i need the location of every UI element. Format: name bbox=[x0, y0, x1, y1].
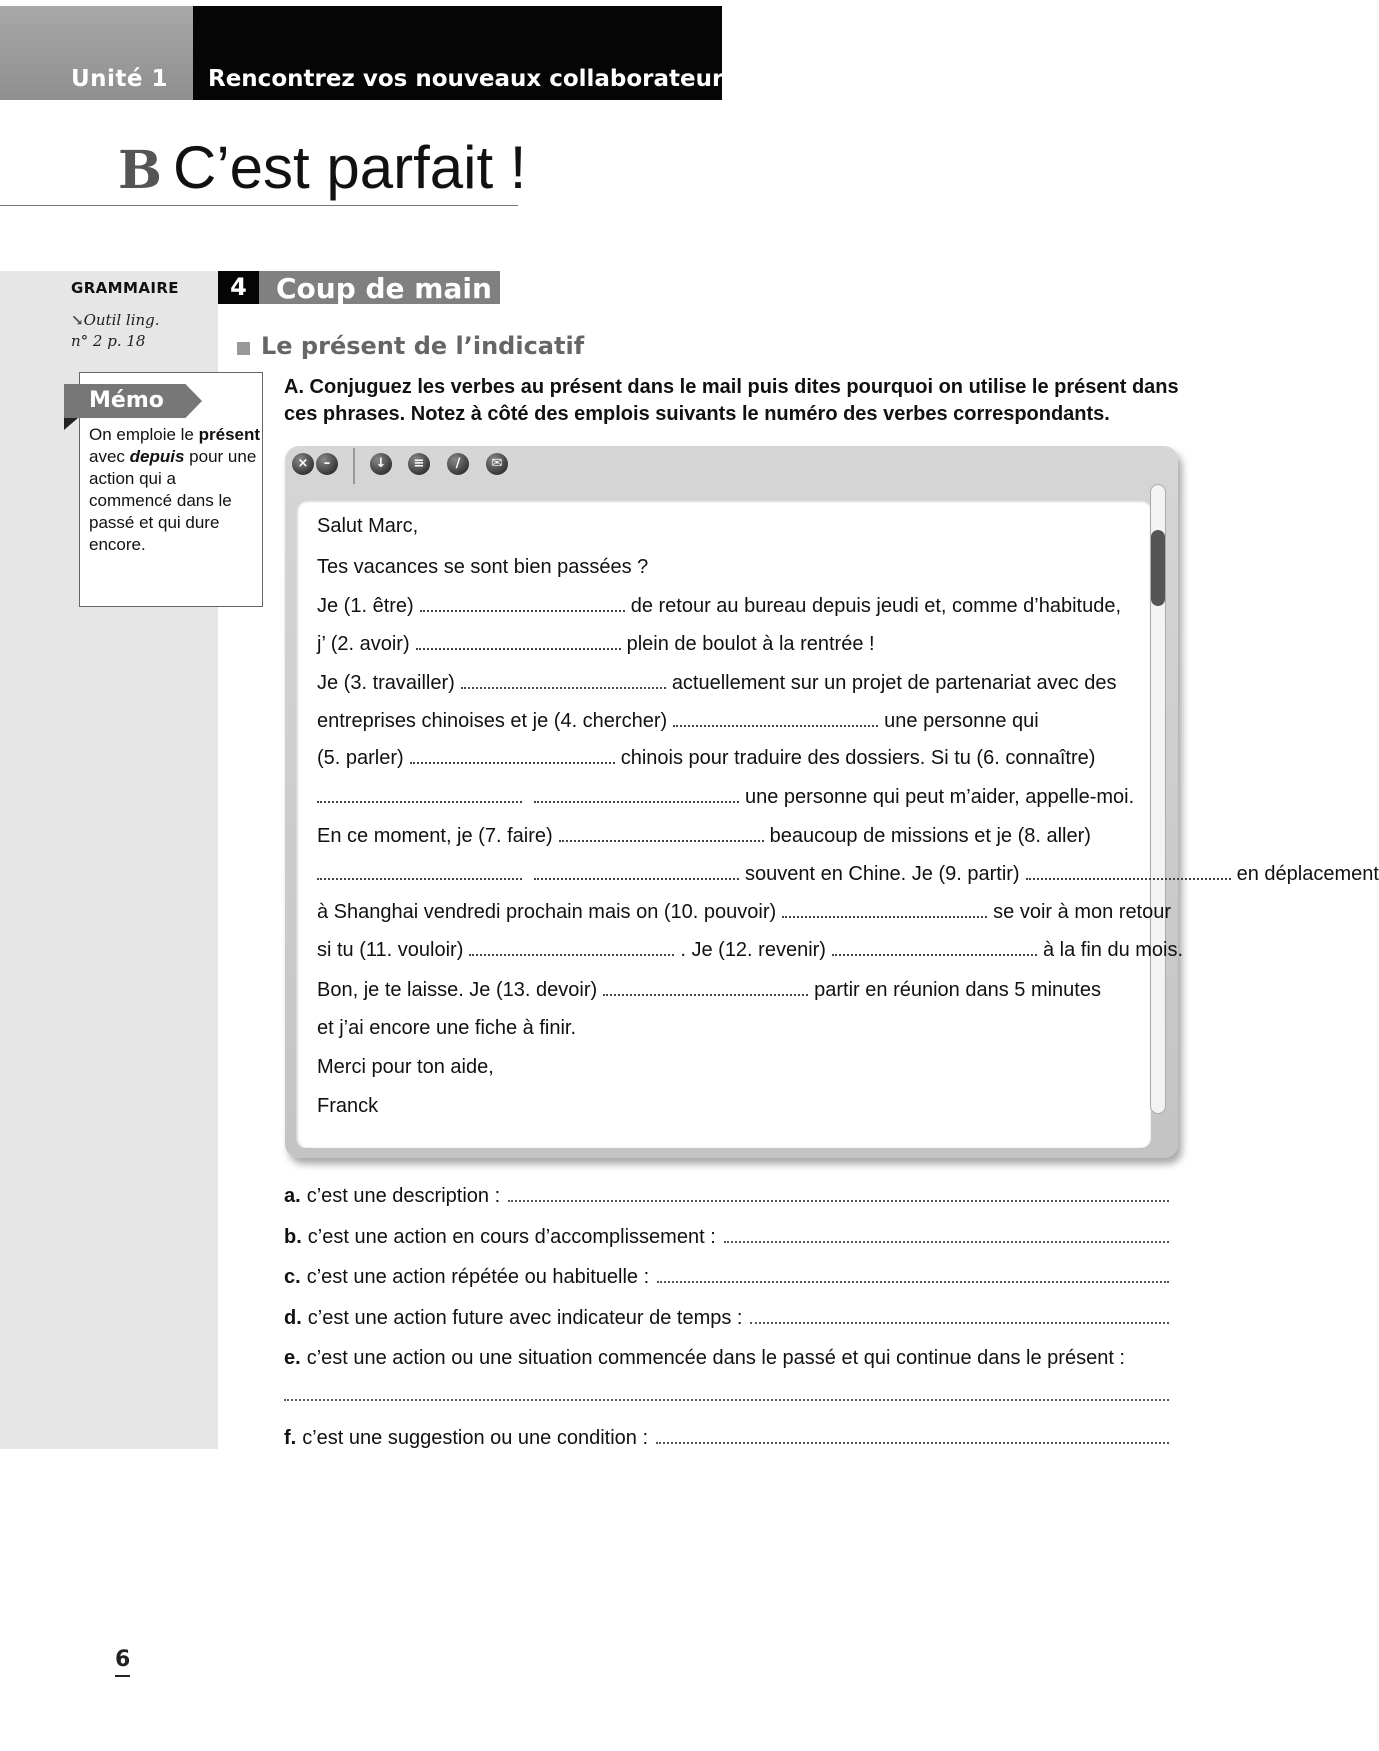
answer-row bbox=[284, 1266, 1169, 1292]
fill-blank[interactable] bbox=[1026, 868, 1231, 880]
answer-letter: b. bbox=[284, 1226, 302, 1248]
email-text-segment: en déplacement bbox=[1236, 863, 1379, 885]
answer-blank[interactable] bbox=[724, 1227, 1169, 1243]
fill-blank[interactable] bbox=[673, 715, 878, 727]
fill-blank[interactable] bbox=[461, 677, 666, 689]
fill-blank[interactable] bbox=[603, 984, 808, 996]
email-text-segment: Franck bbox=[317, 1095, 379, 1117]
fill-blank[interactable] bbox=[782, 906, 987, 918]
exercise-number: 4 bbox=[230, 273, 247, 301]
answer-blank[interactable] bbox=[656, 1428, 1169, 1444]
minimize-icon[interactable]: – bbox=[316, 453, 338, 475]
answer-blank[interactable] bbox=[750, 1308, 1169, 1324]
unit-label: Unité 1 bbox=[71, 66, 169, 92]
grammar-category-label: GRAMMAIRE bbox=[71, 279, 179, 297]
email-line bbox=[317, 672, 1117, 695]
memo-tab-fold bbox=[64, 418, 78, 430]
email-line bbox=[317, 1095, 378, 1118]
email-text-segment: si tu (11. vouloir) bbox=[317, 939, 464, 961]
answer-blank[interactable] bbox=[508, 1186, 1169, 1202]
page-number-underline bbox=[115, 1675, 130, 1677]
email-text-segment: En ce moment, je (7. faire) bbox=[317, 825, 553, 847]
section-letter: B bbox=[118, 140, 162, 201]
answer-blank[interactable] bbox=[284, 1399, 1169, 1401]
email-text-segment: à la fin du mois. bbox=[1042, 939, 1184, 961]
email-line bbox=[317, 710, 1039, 733]
section-title: C’est parfait ! bbox=[173, 134, 527, 201]
email-line bbox=[317, 595, 1121, 618]
email-text-segment: à Shanghai vendredi prochain mais on (10. pouvoir) bbox=[317, 901, 777, 923]
answer-row bbox=[284, 1226, 1169, 1252]
email-text-segment: une personne qui bbox=[884, 710, 1039, 732]
fill-blank[interactable] bbox=[832, 944, 1037, 956]
mail-icon[interactable]: ✉ bbox=[486, 453, 508, 475]
email-line bbox=[317, 901, 1171, 924]
email-line bbox=[317, 979, 1101, 1002]
fill-blank[interactable] bbox=[420, 600, 625, 612]
email-line bbox=[317, 747, 1095, 770]
page-number: 6 bbox=[115, 1647, 131, 1672]
arrow-down-right-icon: ↘ bbox=[71, 311, 84, 329]
fill-blank[interactable] bbox=[534, 791, 739, 803]
exercise-subtitle: Le présent de l’indicatif bbox=[261, 332, 585, 360]
exercise-instruction: A. Conjuguez les verbes au présent dans le mail puis dites pourquoi on utilise le présent dans ces phrases. Notez à côté des emplois suivants le numéro des verbes correspondants. bbox=[284, 376, 1179, 425]
email-text-segment: . Je (12. revenir) bbox=[680, 939, 826, 961]
answer-letter: d. bbox=[284, 1307, 302, 1329]
email-text-segment: Je (1. être) bbox=[317, 595, 414, 617]
memo-depuis-keyword: depuis bbox=[129, 447, 185, 466]
close-icon[interactable]: × bbox=[292, 453, 314, 475]
answer-row bbox=[284, 1307, 1169, 1333]
email-line bbox=[317, 786, 1134, 809]
email-text-segment: Merci pour ton aide, bbox=[317, 1056, 494, 1078]
scrollbar-thumb[interactable] bbox=[1151, 530, 1165, 606]
answer-letter: f. bbox=[284, 1427, 297, 1449]
answer-label: c’est une suggestion ou une condition : bbox=[302, 1427, 649, 1449]
memo-title: Mémo bbox=[89, 388, 164, 413]
answer-label: c’est une action en cours d’accomplissement : bbox=[307, 1226, 716, 1248]
unit-title: Rencontrez vos nouveaux collaborateurs bbox=[208, 66, 738, 92]
email-line bbox=[317, 1017, 576, 1040]
answer-row bbox=[284, 1427, 1169, 1453]
email-text-segment: Je (3. travailler) bbox=[317, 672, 455, 694]
answer-label: c’est une action ou une situation commencée dans le passé et qui continue dans le présent : bbox=[306, 1347, 1125, 1369]
email-text-segment: entreprises chinoises et je (4. chercher) bbox=[317, 710, 668, 732]
answer-label: c’est une description : bbox=[306, 1185, 501, 1207]
fill-blank[interactable] bbox=[317, 791, 522, 803]
outil-ref-line1: Outil ling. bbox=[83, 311, 160, 329]
email-text-segment: Bon, je te laisse. Je (13. devoir) bbox=[317, 979, 598, 1001]
email-line bbox=[317, 633, 875, 656]
outil-ref-line2: n° 2 p. 18 bbox=[71, 332, 146, 350]
answer-letter: c. bbox=[284, 1266, 301, 1288]
email-line bbox=[317, 1056, 494, 1079]
fill-blank[interactable] bbox=[559, 830, 764, 842]
email-text-segment: de retour au bureau depuis jeudi et, comme d’habitude, bbox=[630, 595, 1122, 617]
email-text-segment: partir en réunion dans 5 minutes bbox=[814, 979, 1101, 1001]
email-line bbox=[317, 515, 418, 538]
email-text-segment: une personne qui peut m’aider, appelle-moi. bbox=[745, 786, 1135, 808]
outil-reference bbox=[71, 310, 160, 352]
email-text-segment: souvent en Chine. Je (9. partir) bbox=[745, 863, 1020, 885]
answer-letter: a. bbox=[284, 1185, 301, 1207]
fill-blank[interactable] bbox=[317, 868, 522, 880]
email-text-segment: plein de boulot à la rentrée ! bbox=[626, 633, 875, 655]
attach-icon[interactable]: ∕ bbox=[447, 453, 469, 475]
email-line bbox=[317, 825, 1091, 848]
answer-blank[interactable] bbox=[657, 1267, 1169, 1283]
email-text-segment: Tes vacances se sont bien passées ? bbox=[317, 556, 649, 578]
exercise-title: Coup de main bbox=[276, 272, 492, 305]
email-line bbox=[317, 939, 1183, 962]
document-icon[interactable]: ≡ bbox=[408, 453, 430, 475]
memo-text: On emploie le présent avec depuis pour une action qui a commencé dans le passé et qui dure encore. bbox=[89, 425, 261, 554]
answer-label: c’est une action future avec indicateur de temps : bbox=[307, 1307, 743, 1329]
fill-blank[interactable] bbox=[534, 868, 739, 880]
email-line bbox=[317, 556, 648, 579]
email-text-segment: j’ (2. avoir) bbox=[317, 633, 410, 655]
answer-row bbox=[284, 1347, 1169, 1373]
email-text-segment: chinois pour traduire des dossiers. Si tu (6. connaître) bbox=[620, 747, 1096, 769]
fill-blank[interactable] bbox=[416, 638, 621, 650]
memo-present-keyword: présent bbox=[198, 425, 261, 444]
email-text-segment: (5. parler) bbox=[317, 747, 404, 769]
email-text-segment: actuellement sur un projet de partenariat avec des bbox=[671, 672, 1117, 694]
answer-row bbox=[284, 1185, 1169, 1211]
download-icon[interactable]: ↓ bbox=[370, 453, 392, 475]
email-text-segment: beaucoup de missions et je (8. aller) bbox=[769, 825, 1091, 847]
email-text-segment: et j’ai encore une fiche à finir. bbox=[317, 1017, 577, 1039]
toolbar-separator bbox=[353, 448, 355, 484]
email-text-segment: Salut Marc, bbox=[317, 515, 419, 537]
email-text-segment: se voir à mon retour bbox=[993, 901, 1172, 923]
answer-letter: e. bbox=[284, 1347, 301, 1369]
section-divider bbox=[0, 205, 518, 206]
square-bullet-icon bbox=[237, 342, 250, 355]
email-line bbox=[317, 863, 1379, 886]
fill-blank[interactable] bbox=[469, 944, 674, 956]
answer-label: c’est une action répétée ou habituelle : bbox=[306, 1266, 650, 1288]
fill-blank[interactable] bbox=[410, 752, 615, 764]
